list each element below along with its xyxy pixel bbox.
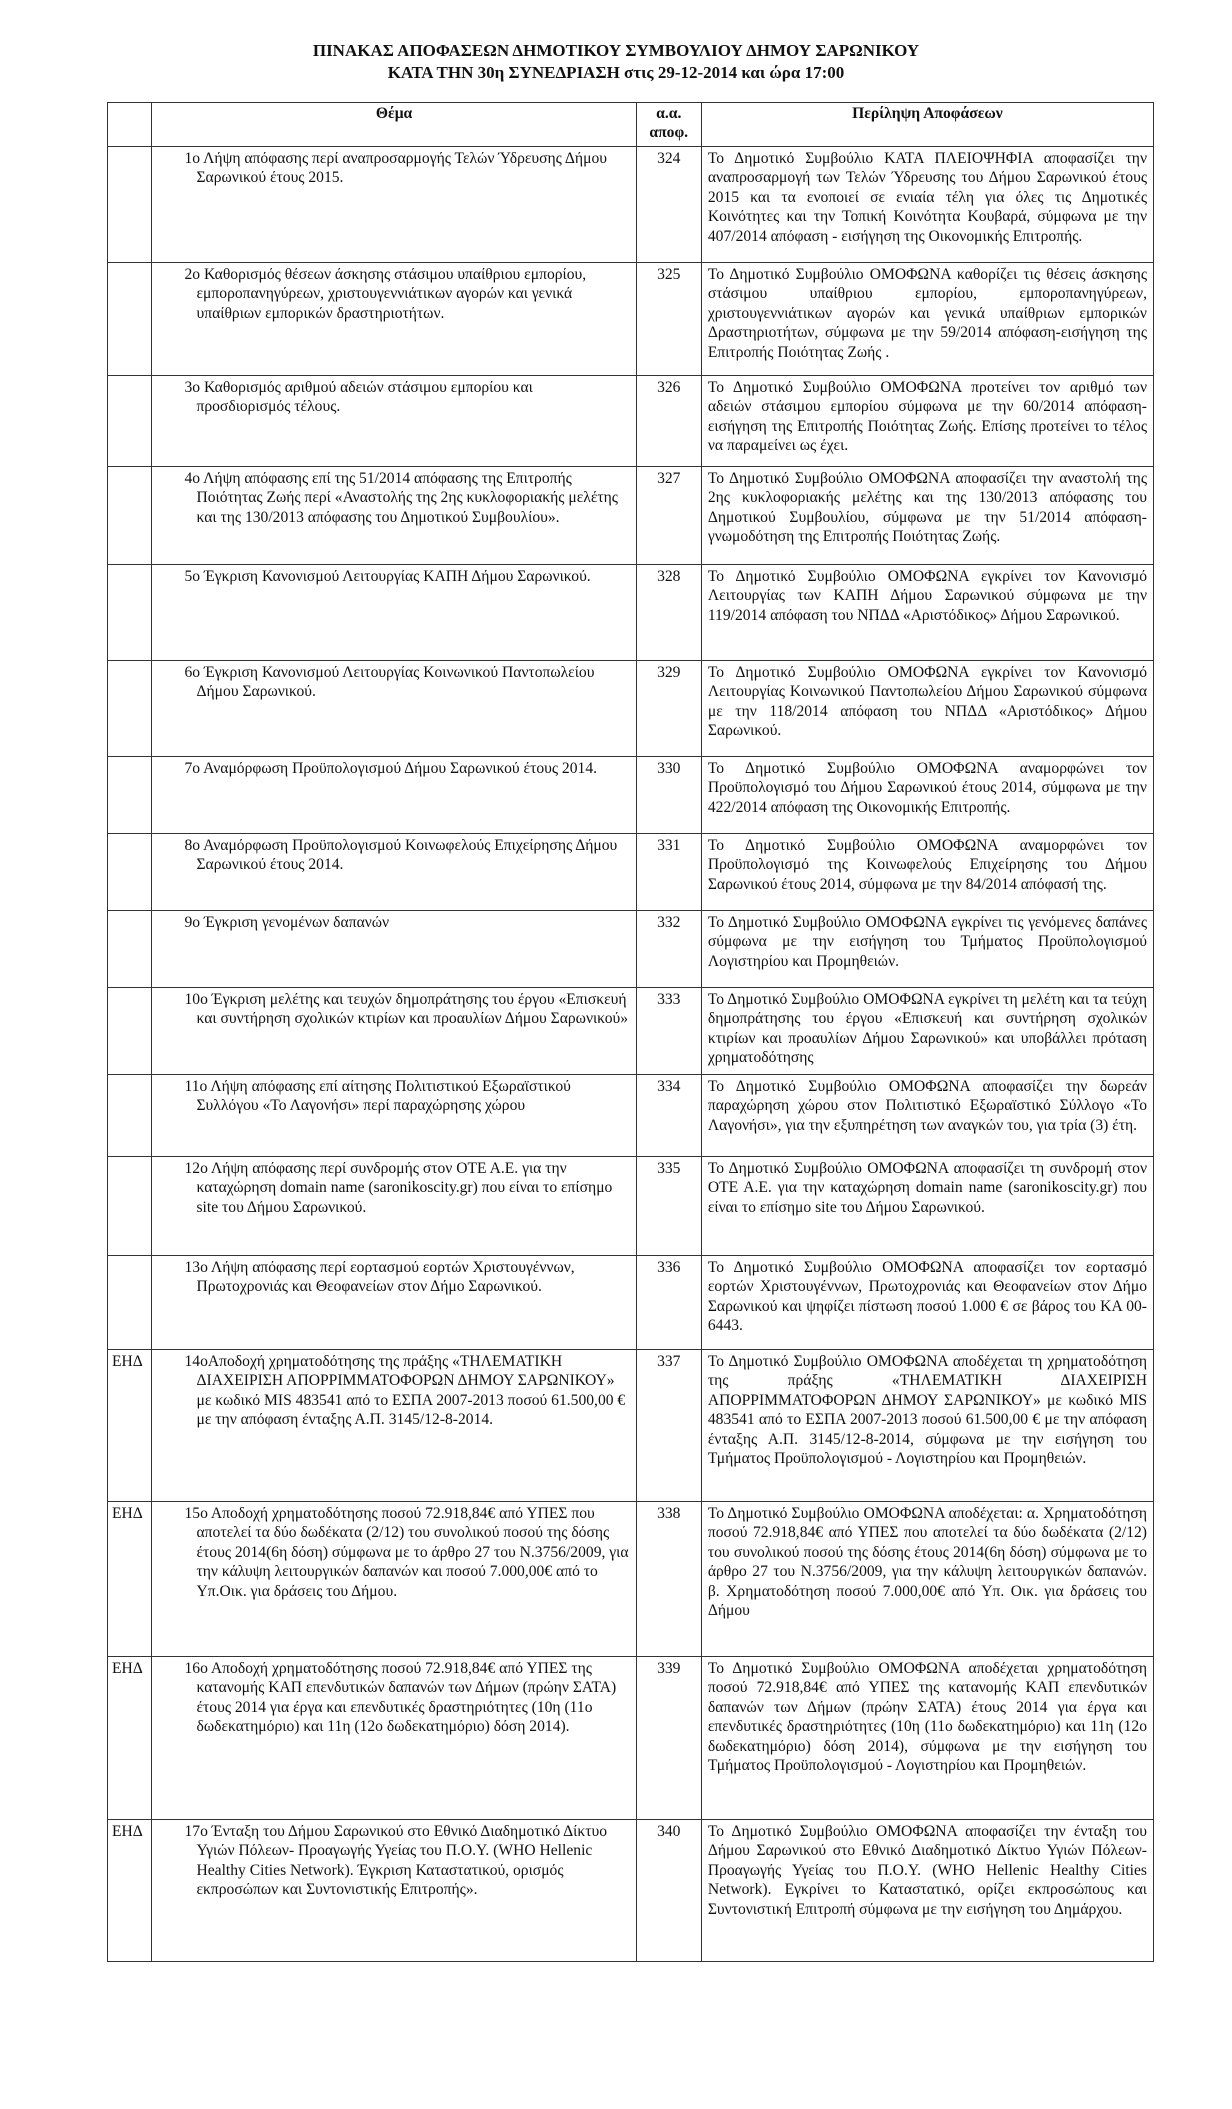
table-row xyxy=(108,376,1154,467)
row-subject-cell: 12ο Λήψη απόφασης περί συνδρομής στον ΟΤΕ Α.Ε. για την καταχώρηση domain name (saronikoscity.gr) που είναι το επίσημο site του Δήμου Σαρωνικού. xyxy=(152,1157,636,1256)
table-header-row xyxy=(108,103,1154,147)
row-subject-cell: 2ο Καθορισμός θέσεων άσκησης στάσιμου υπαίθριου εμπορίου, εμποροπανηγύρεων, χριστουγεννιάτικων αγορών και γενικά υπαίθριων εμπορικών δραστηριοτήτων. xyxy=(152,263,636,376)
row-extra-cell xyxy=(108,376,152,467)
row-number-cell: 325 xyxy=(636,263,701,376)
row-extra-cell: ΕΗΔ xyxy=(108,1502,152,1657)
row-extra-cell xyxy=(108,661,152,757)
row-number-cell: 333 xyxy=(636,988,701,1075)
row-extra-cell xyxy=(108,988,152,1075)
row-summary-cell: Το Δημοτικό Συμβούλιο ΟΜΟΦΩΝΑ αποφασίζει τη συνδρομή στον ΟΤΕ Α.Ε. για την καταχώρηση domain name (saronikoscity.gr) που είναι το επίσημο site του Δήμου Σαρωνικού. xyxy=(701,1157,1153,1256)
row-extra-cell xyxy=(108,147,152,263)
row-extra-cell xyxy=(108,1075,152,1157)
column-header-extra xyxy=(108,103,152,147)
row-number-cell: 330 xyxy=(636,757,701,834)
row-subject-cell: 3ο Καθορισμός αριθμού αδειών στάσιμου εμπορίου και προσδιορισμός τέλους. xyxy=(152,376,636,467)
row-number-cell: 335 xyxy=(636,1157,701,1256)
row-extra-cell xyxy=(108,1256,152,1350)
row-number-cell: 338 xyxy=(636,1502,701,1657)
table-row xyxy=(108,147,1154,263)
row-subject-cell: 6ο Έγκριση Κανονισμού Λειτουργίας Κοινωνικού Παντοπωλείου Δήμου Σαρωνικού. xyxy=(152,661,636,757)
row-number-cell: 327 xyxy=(636,467,701,565)
row-summary-cell: Το Δημοτικό Συμβούλιο ΚΑΤΑ ΠΛΕΙΟΨΗΦΙΑ αποφασίζει την αναπροσαρμογή των Τελών Ύδρευσης του Δήμου Σαρωνικού έτους 2015 και τα ενοποιεί σε ενιαία τέλη για όλες τις Δημοτικές Κοινότητες και την Τοπική Κοινότητα Κουβαρά, σύμφωνα με την 407/2014 απόφαση - εισήγηση της Οικονομικής Επιτροπής. xyxy=(701,147,1153,263)
row-number-cell: 336 xyxy=(636,1256,701,1350)
row-subject-cell: 16ο Αποδοχή χρηματοδότησης ποσού 72.918,84€ από ΥΠΕΣ της κατανομής ΚΑΠ επενδυτικών δαπανών των Δήμων (πρώην ΣΑΤΑ) έτους 2014 για έργα και επενδυτικές δραστηριότητες (10η (11ο δωδεκατημόριο) και 11η (12ο δωδεκατημόριο) δόση 2014). xyxy=(152,1657,636,1820)
row-subject-cell: 13ο Λήψη απόφασης περί εορτασμού εορτών Χριστουγέννων, Πρωτοχρονιάς και Θεοφανείων στον Δήμο Σαρωνικού. xyxy=(152,1256,636,1350)
row-summary-cell: Το Δημοτικό Συμβούλιο ΟΜΟΦΩΝΑ προτείνει τον αριθμό των αδειών στάσιμου εμπορίου σύμφωνα με την 60/2014 απόφαση-εισήγηση της Επιτροπής Ποιότητας Ζωής. Επίσης προτείνει το τέλος να παραμείνει ως έχει. xyxy=(701,376,1153,467)
row-number-cell: 340 xyxy=(636,1820,701,1962)
table-row xyxy=(108,1075,1154,1157)
table-row xyxy=(108,263,1154,376)
table-row xyxy=(108,1820,1154,1962)
row-subject-cell: 10ο Έγκριση μελέτης και τευχών δημοπράτησης του έργου «Επισκευή και συντήρηση σχολικών κτιρίων και προαυλίων Δήμου Σαρωνικού» xyxy=(152,988,636,1075)
table-row xyxy=(108,834,1154,911)
row-extra-cell xyxy=(108,467,152,565)
row-extra-cell xyxy=(108,1157,152,1256)
table-row xyxy=(108,988,1154,1075)
row-summary-cell: Το Δημοτικό Συμβούλιο ΟΜΟΦΩΝΑ αποφασίζει την ένταξη του Δήμου Σαρωνικού στο Εθνικό Διαδημοτικό Δίκτυο Υγιών Πόλεων- Προαγωγής Υγείας του Π.Ο.Υ. (WHO Hellenic Healthy Cities Network). Εγκρίνει το Καταστατικό, ορίζει εκπροσώπους και Συντονιστική Επιτροπή σύμφωνα με την εισήγηση του Δημάρχου. xyxy=(701,1820,1153,1962)
row-summary-cell: Το Δημοτικό Συμβούλιο ΟΜΟΦΩΝΑ αποδέχεται χρηματοδότηση ποσού 72.918,84€ από ΥΠΕΣ της κατανομής ΚΑΠ επενδυτικών δαπανών των Δήμων (πρώην ΣΑΤΑ) έτους 2014 για έργα και επενδυτικές δραστηριότητες (10η (11ο δωδεκατημόριο) και 11η (12ο δωδεκατημόριο) δόση 2014), σύμφωνα με την εισήγηση του Τμήματος Προϋπολογισμού - Λογιστηρίου και Προμηθειών. xyxy=(701,1657,1153,1820)
row-summary-cell: Το Δημοτικό Συμβούλιο ΟΜΟΦΩΝΑ αποφασίζει τον εορτασμό εορτών Χριστουγέννων, Πρωτοχρονιάς και Θεοφανείων στον Δήμο Σαρωνικού και ψηφίζει πίστωση ποσού 1.000 € σε βάρος του ΚΑ 00-6443. xyxy=(701,1256,1153,1350)
document-title: ΠΙΝΑΚΑΣ ΑΠΟΦΑΣΕΩΝ ΔΗΜΟΤΙΚΟΥ ΣΥΜΒΟΥΛΙΟΥ ΔΗΜΟΥ ΣΑΡΩΝΙΚΟΥ xyxy=(312,41,920,60)
row-summary-cell: Το Δημοτικό Συμβούλιο ΟΜΟΦΩΝΑ αποφασίζει την δωρεάν παραχώρηση χώρου στον Πολιτιστικό Εξωραϊστικό Σύλλογο «Το Λαγονήσι», για την εξυπηρέτηση των αναγκών του, για τρία (3) έτη. xyxy=(701,1075,1153,1157)
decisions-table xyxy=(107,102,1154,1962)
row-subject-cell: 7ο Αναμόρφωση Προϋπολογισμού Δήμου Σαρωνικού έτους 2014. xyxy=(152,757,636,834)
row-number-cell: 331 xyxy=(636,834,701,911)
row-summary-cell: Το Δημοτικό Συμβούλιο ΟΜΟΦΩΝΑ εγκρίνει τις γενόμενες δαπάνες σύμφωνα με την εισήγηση του Τμήματος Προϋπολογισμού Λογιστηρίου και Προμηθειών. xyxy=(701,911,1153,988)
table-body xyxy=(108,147,1154,1962)
row-subject-cell: 14οΑποδοχή χρηματοδότησης της πράξης «ΤΗΛΕΜΑΤΙΚΗ ΔΙΑΧΕΙΡΙΣΗ ΑΠΟΡΡΙΜΜΑΤΟΦΟΡΩΝ ΔΗΜΟΥ ΣΑΡΩΝΙΚΟΥ» με κωδικό MIS 483541 από το ΕΣΠΑ 2007-2013 ποσού 61.500,00 € με την απόφαση ένταξης Α.Π. 3145/12-8-2014. xyxy=(152,1350,636,1502)
row-summary-cell: Το Δημοτικό Συμβούλιο ΟΜΟΦΩΝΑ καθορίζει τις θέσεις άσκησης στάσιμου υπαίθριου εμπορίου, εμποροπανηγύρεων, χριστουγεννιάτικων αγορών και γενικά υπαίθριων εμπορικών Δραστηριοτήτων, σύμφωνα με την 59/2014 απόφαση-εισήγηση της Επιτροπής Ποιότητας Ζωής . xyxy=(701,263,1153,376)
row-extra-cell xyxy=(108,911,152,988)
table-row xyxy=(108,911,1154,988)
row-summary-cell: Το Δημοτικό Συμβούλιο ΟΜΟΦΩΝΑ εγκρίνει τον Κανονισμό Λειτουργίας των ΚΑΠΗ Δήμου Σαρωνικού σύμφωνα με την 119/2014 απόφαση του ΝΠΔΔ «Αριστόδικος» Δήμου Σαρωνικού. xyxy=(701,565,1153,661)
row-subject-cell: 1ο Λήψη απόφασης περί αναπροσαρμογής Τελών Ύδρευσης Δήμου Σαρωνικού έτους 2015. xyxy=(152,147,636,263)
row-number-cell: 332 xyxy=(636,911,701,988)
row-subject-cell: 17ο Ένταξη του Δήμου Σαρωνικού στο Εθνικό Διαδημοτικό Δίκτυο Υγιών Πόλεων- Προαγωγής Υγείας του Π.Ο.Υ. (WHO Hellenic Healthy Cities Network). Έγκριση Καταστατικού, ορισμός εκπροσώπων και Συντονιστικής Επιτροπής». xyxy=(152,1820,636,1962)
row-extra-cell xyxy=(108,565,152,661)
table-row xyxy=(108,1256,1154,1350)
row-extra-cell xyxy=(108,834,152,911)
column-header-number: α.α. αποφ. xyxy=(636,103,701,147)
row-summary-cell: Το Δημοτικό Συμβούλιο ΟΜΟΦΩΝΑ αποφασίζει την αναστολή της 2ης κυκλοφοριακής μελέτης και της 130/2013 απόφασης του Δημοτικού Συμβουλίου, σύμφωνα με την 51/2014 απόφαση-γνωμοδότηση της Επιτροπής Ποιότητας Ζωής. xyxy=(701,467,1153,565)
row-summary-cell: Το Δημοτικό Συμβούλιο ΟΜΟΦΩΝΑ αναμορφώνει τον Προϋπολογισμό της Κοινωφελούς Επιχείρησης του Δήμου Σαρωνικού έτους 2014, σύμφωνα με την 84/2014 απόφασή της. xyxy=(701,834,1153,911)
row-summary-cell: Το Δημοτικό Συμβούλιο ΟΜΟΦΩΝΑ αποδέχεται τη χρηματοδότηση της πράξης «ΤΗΛΕΜΑΤΙΚΗ ΔΙΑΧΕΙΡΙΣΗ ΑΠΟΡΡΙΜΜΑΤΟΦΟΡΩΝ ΔΗΜΟΥ ΣΑΡΩΝΙΚΟΥ» με κωδικό MIS 483541 από το ΕΣΠΑ 2007-2013 ποσού 61.500,00 € με την απόφαση ένταξης Α.Π. 3145/12-8-2014, σύμφωνα με την εισήγηση του Τμήματος Προϋπολογισμού - Λογιστηρίου και Προμηθειών. xyxy=(701,1350,1153,1502)
row-subject-cell: 4ο Λήψη απόφασης επί της 51/2014 απόφασης της Επιτροπής Ποιότητας Ζωής περί «Αναστολής της 2ης κυκλοφοριακής μελέτης και της 130/2013 απόφασης του Δημοτικού Συμβουλίου». xyxy=(152,467,636,565)
row-extra-cell: ΕΗΔ xyxy=(108,1657,152,1820)
row-extra-cell xyxy=(108,757,152,834)
row-number-cell: 324 xyxy=(636,147,701,263)
table-row xyxy=(108,1657,1154,1820)
row-summary-cell: Το Δημοτικό Συμβούλιο ΟΜΟΦΩΝΑ εγκρίνει τη μελέτη και τα τεύχη δημοπράτησης του έργου «Επισκευή και συντήρηση σχολικών κτιρίων και προαυλίων Δήμου Σαρωνικού» και υποβάλλει πρόταση χρηματοδότησης xyxy=(701,988,1153,1075)
table-row xyxy=(108,1502,1154,1657)
document-subtitle: ΚΑΤΑ ΤΗΝ 30η ΣΥΝΕΔΡΙΑΣΗ στις 29-12-2014 και ώρα 17:00 xyxy=(387,63,845,82)
row-summary-cell: Το Δημοτικό Συμβούλιο ΟΜΟΦΩΝΑ εγκρίνει τον Κανονισμό Λειτουργίας Κοινωνικού Παντοπωλείου Δήμου Σαρωνικού σύμφωνα με την 118/2014 απόφαση του ΝΠΔΔ «Αριστόδικος» Δήμου Σαρωνικού. xyxy=(701,661,1153,757)
row-subject-cell: 5ο Έγκριση Κανονισμού Λειτουργίας ΚΑΠΗ Δήμου Σαρωνικού. xyxy=(152,565,636,661)
table-row xyxy=(108,565,1154,661)
table-row xyxy=(108,1350,1154,1502)
row-extra-cell xyxy=(108,263,152,376)
table-row xyxy=(108,467,1154,565)
table-row xyxy=(108,757,1154,834)
row-subject-cell: 15ο Αποδοχή χρηματοδότησης ποσού 72.918,84€ από ΥΠΕΣ που αποτελεί τα δύο δωδέκατα (2/12) του συνολικού ποσού της δόσης έτους 2014(6η δόση) σύμφωνα με το άρθρο 27 του Ν.3756/2009, για την κάλυψη λειτουργικών δαπανών και ποσού 7.000,00€ από το Υπ.Οικ. για δράσεις του Δήμου. xyxy=(152,1502,636,1657)
table-row xyxy=(108,661,1154,757)
row-subject-cell: 8ο Αναμόρφωση Προϋπολογισμού Κοινωφελούς Επιχείρησης Δήμου Σαρωνικού έτους 2014. xyxy=(152,834,636,911)
row-number-cell: 326 xyxy=(636,376,701,467)
row-number-cell: 337 xyxy=(636,1350,701,1502)
column-header-subject: Θέμα xyxy=(152,103,636,147)
row-number-cell: 329 xyxy=(636,661,701,757)
row-summary-cell: Το Δημοτικό Συμβούλιο ΟΜΟΦΩΝΑ αναμορφώνει τον Προϋπολογισμό του Δήμου Σαρωνικού έτους 2014, σύμφωνα με την 422/2014 απόφαση της Οικονομικής Επιτροπής. xyxy=(701,757,1153,834)
column-header-summary: Περίληψη Αποφάσεων xyxy=(701,103,1153,147)
row-number-cell: 339 xyxy=(636,1657,701,1820)
row-subject-cell: 11ο Λήψη απόφασης επί αίτησης Πολιτιστικού Εξωραϊστικού Συλλόγου «Το Λαγονήσι» περί παραχώρησης χώρου xyxy=(152,1075,636,1157)
row-number-cell: 334 xyxy=(636,1075,701,1157)
table-row xyxy=(108,1157,1154,1256)
row-extra-cell: ΕΗΔ xyxy=(108,1350,152,1502)
row-number-cell: 328 xyxy=(636,565,701,661)
row-summary-cell: Το Δημοτικό Συμβούλιο ΟΜΟΦΩΝΑ αποδέχεται: α. Χρηματοδότηση ποσού 72.918,84€ από ΥΠΕΣ που αποτελεί τα δύο δωδέκατα (2/12) του συνολικού ποσού της δόσης έτους 2014(6η δόση) σύμφωνα με το άρθρο 27 του Ν.3756/2009, για την κάλυψη λειτουργικών δαπανών. β. Χρηματοδότηση ποσού 7.000,00€ από Υπ. Οικ. για δράσεις του Δήμου xyxy=(701,1502,1153,1657)
row-subject-cell: 9ο Έγκριση γενομένων δαπανών xyxy=(152,911,636,988)
row-extra-cell: ΕΗΔ xyxy=(108,1820,152,1962)
